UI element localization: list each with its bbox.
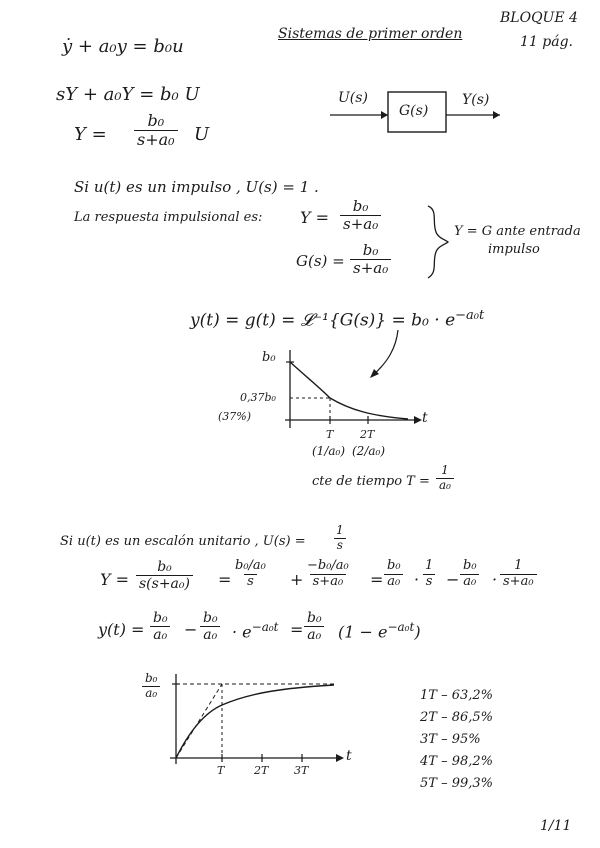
step-graph-x-axis: t [346,748,352,764]
step-minus: − [446,570,460,589]
step-f7-num: 1 [514,558,523,573]
brace-note-1: Y = G ante entrada [454,224,581,239]
page-title: Sistemas de primer orden [278,26,463,42]
brace-note-2: impulso [488,242,540,257]
step-graph-y-num: b₀ [145,671,158,685]
impulse-graph-x-2T: 2T [360,428,375,441]
step-graph-x-T: T [217,764,225,777]
step-yt-lhs: y(t) = [98,620,145,639]
step-exp-sup: −a₀t [251,620,279,634]
step-paren-open: (1 − e [338,622,388,642]
step-f4-num: b₀ [387,558,401,573]
step-g2-den: a₀ [200,626,220,643]
step-dot2: · [492,570,498,589]
step-eq1: = [218,570,232,589]
diagram-input-label: U(s) [338,90,368,106]
time-constant-num: 1 [441,463,449,477]
step-g3-den: a₀ [304,626,324,643]
block-label: BLOQUE 4 [500,10,578,26]
step-f4-den: a₀ [384,574,403,590]
step-f3-num: −b₀/a₀ [307,558,349,573]
page-count: 11 pág. [520,34,573,50]
impulse-y-num: b₀ [352,197,369,215]
step-paren-close: ) [414,622,421,642]
impulse-y-den: s+a₀ [340,215,381,233]
step-f5-den: s [423,574,436,590]
impulse-graph-x-T-val: (1/a₀) [312,444,346,458]
impulse-graph-y-mid: 0,37b₀ [240,391,276,404]
impulse-g-num: b₀ [362,241,379,259]
table-row: 4T – 98,2% [420,754,494,769]
impulse-response-intro: La respuesta impulsional es: [74,210,263,225]
diagram-block-label: G(s) [399,103,429,119]
table-row: 2T – 86,5% [420,710,494,725]
y-fraction-num: b₀ [147,111,165,130]
step-y-lhs: Y = [100,570,130,589]
step-f1-den: s(s+a₀) [136,575,193,592]
step-u-den: s [334,538,346,553]
step-graph-x-2T: 2T [254,764,269,777]
step-dot1: · [414,570,420,589]
diagram-output-label: Y(s) [462,92,490,108]
step-f3-den: s+a₀ [310,574,347,590]
impulse-graph-x-T: T [326,428,334,441]
table-row: 5T – 99,3% [420,776,494,791]
step-g3-num: b₀ [307,610,322,626]
impulse-condition: Si u(t) es un impulso , U(s) = 1 . [74,178,319,196]
y-fraction-den: s+a₀ [134,130,178,149]
step-eq3: = [290,620,304,639]
step-u-num: 1 [336,523,344,537]
y-lhs: Y = [74,124,107,145]
step-eq2: = [370,570,384,589]
step-f7-den: s+a₀ [500,574,537,590]
impulse-g-den: s+a₀ [350,259,391,277]
step-graph-x-3T: 3T [294,764,309,777]
step-g1-num: b₀ [153,610,168,626]
step-graph-y-den: a₀ [142,686,160,701]
table-row: 3T – 95% [420,732,481,747]
step-f1-num: b₀ [157,559,172,575]
step-f5-num: 1 [425,558,434,573]
time-constant-label: cte de tiempo T = [312,474,430,489]
impulse-time-exp: −a₀t [455,308,485,323]
step-f6-den: a₀ [460,574,479,590]
step-f2-den: s [244,574,257,590]
impulse-graph-y-pct: (37%) [218,410,252,423]
impulse-time-eq: y(t) = g(t) = 𝓛⁻¹{G(s)} = b₀ · e [190,310,456,331]
time-constant-den: a₀ [436,478,454,493]
step-minus2: − [184,620,198,639]
impulse-graph-x-2T-val: (2/a₀) [352,444,386,458]
step-g1-den: a₀ [150,626,170,643]
step-f6-num: b₀ [463,558,477,573]
step-g2-num: b₀ [203,610,218,626]
step-condition: Si u(t) es un escalón unitario , U(s) = [60,534,306,549]
step-plus: + [290,570,304,589]
step-f2-num: b₀/a₀ [235,558,266,573]
step-exp-base: · e [232,622,252,642]
impulse-graph-x-axis: t [422,410,428,426]
step-graph-y-label [142,672,161,701]
y-rhs: U [194,124,210,145]
impulse-graph-y-top: b₀ [262,350,276,365]
table-row: 1T – 63,2% [420,688,494,703]
step-paren-sup: −a₀t [387,620,415,634]
laplace-equation: sY + a₀Y = b₀ U [56,84,200,105]
impulse-g-lhs: G(s) = [296,252,345,270]
ode-equation: ẏ + a₀y = b₀u [62,36,184,57]
page-number: 1/11 [540,818,572,834]
impulse-y-lhs: Y = [300,208,330,227]
